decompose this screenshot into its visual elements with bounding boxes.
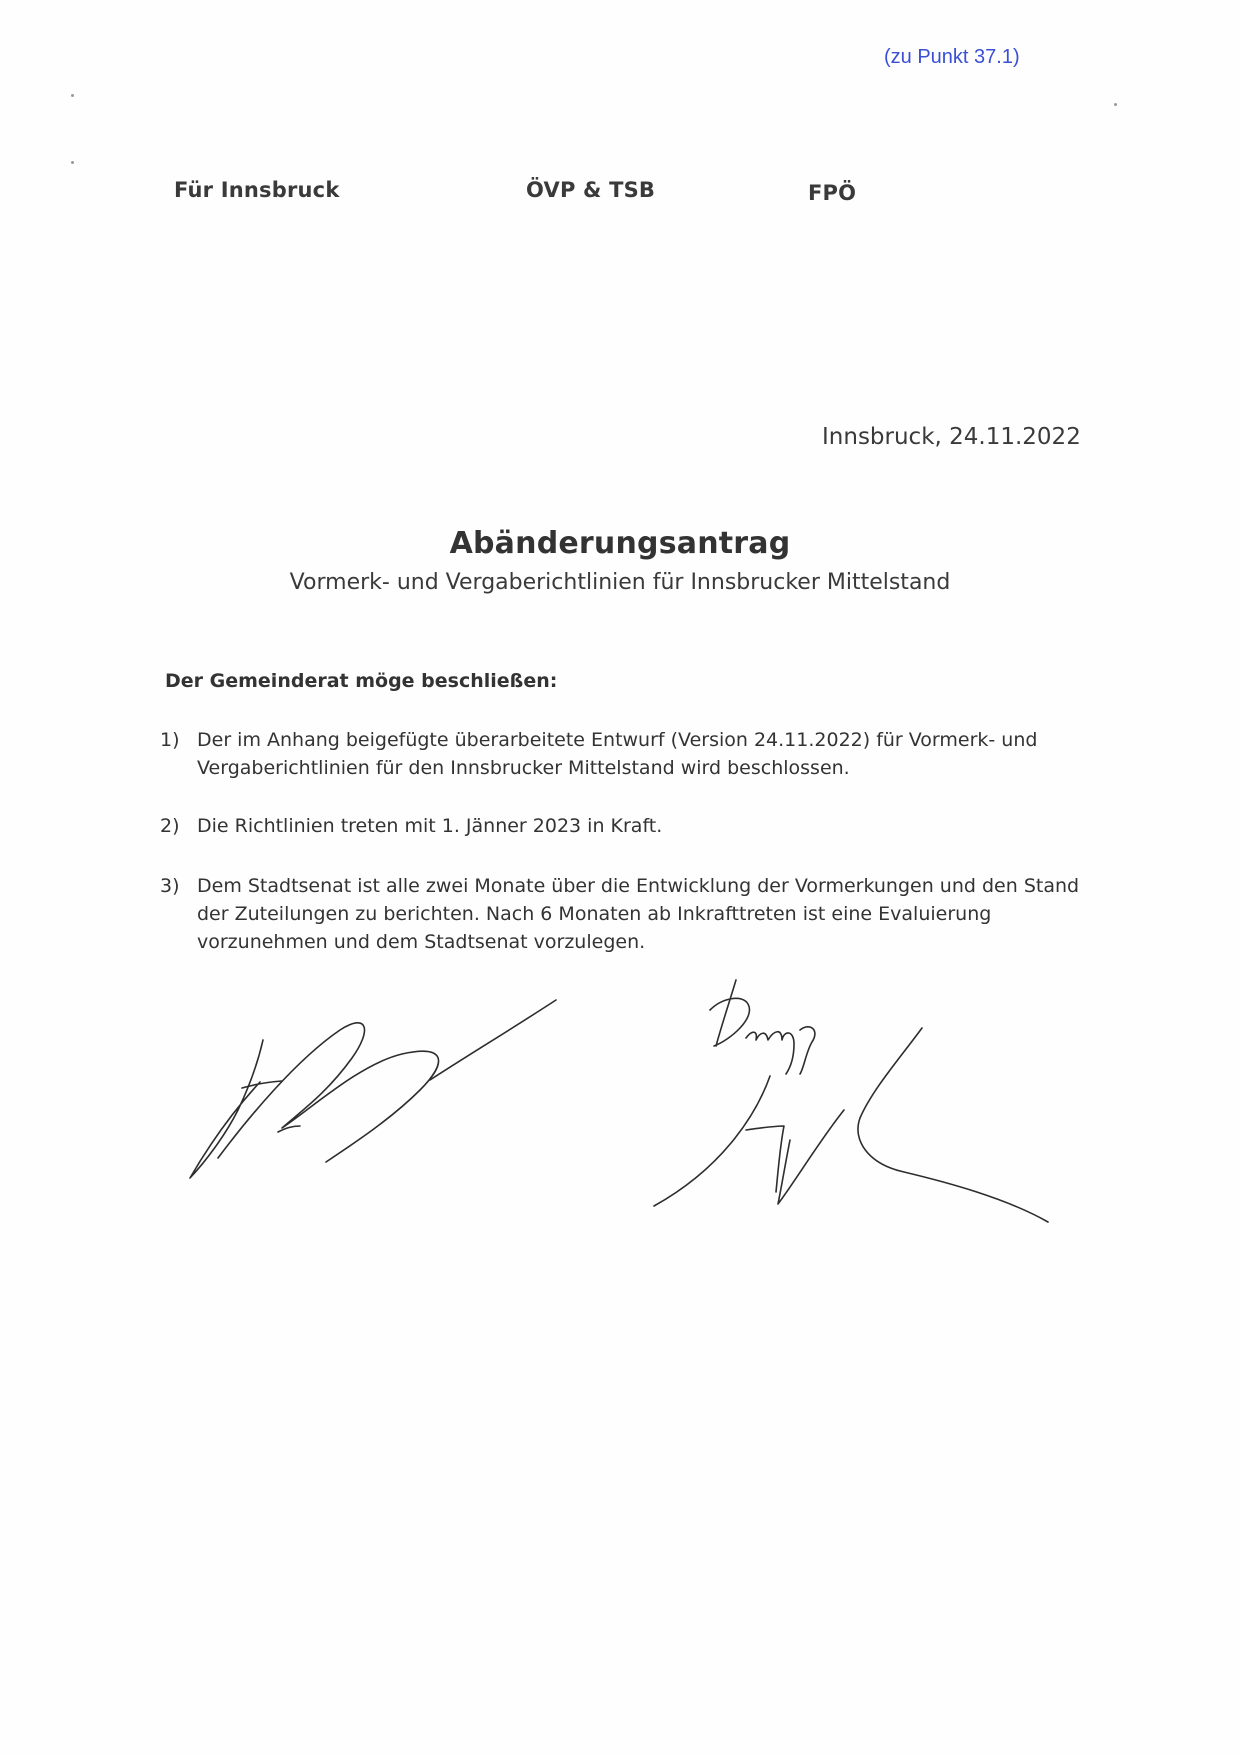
document-subtitle: Vormerk- und Vergaberichtlinien für Innsbrucker Mittelstand [289, 570, 951, 595]
signature-right-initials [710, 980, 815, 1074]
signature-right-stroke [858, 1028, 1048, 1222]
item-number: 1) [160, 729, 180, 751]
signature-right-stroke [654, 1076, 770, 1206]
item-text: Dem Stadtsenat ist alle zwei Monate über die Entwicklung der Vormerkungen und den Stand der Zuteilungen zu berichten. Nach 6 Monaten ab Inkrafttreten ist eine Evaluierung vorzunehmen und dem Stadtsenat vorzulegen. [197, 875, 1080, 953]
party-fpoe: FPÖ [808, 181, 857, 205]
item-number: 3) [160, 875, 180, 897]
signature-left-stroke [430, 1000, 556, 1080]
item-text: Die Richtlinien treten mit 1. Jänner 2023 in Kraft. [197, 815, 663, 837]
party-fuer-innsbruck: Für Innsbruck [174, 178, 340, 202]
signature-right-stroke [746, 1126, 784, 1192]
signature-left-stroke [190, 1040, 263, 1178]
signature-left [190, 1000, 556, 1178]
item-number: 2) [160, 815, 180, 837]
reference-note: (zu Punkt 37.1) [884, 46, 1020, 68]
item-text: Der im Anhang beigefügte überarbeitete Entwurf (Version 24.11.2022) für Vormerk- und Vergaberichtlinien für den Innsbrucker Mittelstand wird beschlossen. [197, 729, 1038, 779]
document-title: Abänderungsantrag [449, 526, 791, 561]
signature-right-stroke [778, 1110, 844, 1204]
place-date: Innsbruck, 24.11.2022 [822, 424, 1081, 450]
resolution-intro: Der Gemeinderat möge beschließen: [165, 670, 558, 692]
signature-left-stroke [278, 1126, 300, 1132]
signature-right [654, 980, 1048, 1222]
party-oevp-tsb: ÖVP & TSB [526, 178, 656, 202]
